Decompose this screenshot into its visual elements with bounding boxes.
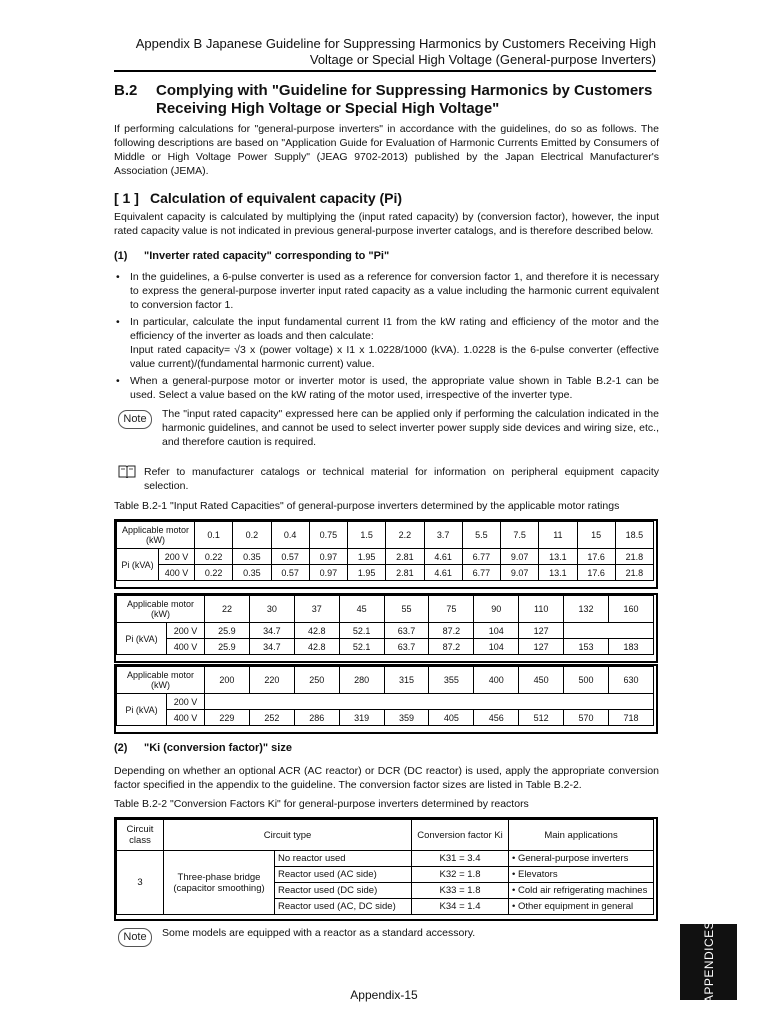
subsection-paragraph: Equivalent capacity is calculated by multiplying the (input rated capacity) by (conversion factor), however, the input rated capacity value is not indicated in previous general-purpose inverter catalogs, and is therefore described below. [114,211,659,237]
bullet-item [114,374,659,402]
item2-title: "Ki (conversion factor)" size [144,742,292,754]
voltage-cell: 400 V [167,710,205,726]
table2 [116,819,654,915]
table2-caption: Table B.2-2 "Conversion Factors Ki" for general-purpose inverters determined by reactors [114,798,529,810]
table-cell: 75 [429,596,474,623]
table-cell: 9.07 [501,565,539,581]
table-cell: 63.7 [384,623,429,639]
table-cell: No reactor used [275,851,412,867]
table-cell: 250 [294,667,339,694]
table-cell: 1.95 [348,565,386,581]
bullet-mark: • [116,316,120,328]
table-cell: 110 [519,596,564,623]
book-icon [118,464,136,478]
pi-label-cell: Pi (kVA) [117,623,167,655]
table-cell: • Cold air refrigerating machines [509,883,654,899]
item1-number: (1) [114,250,128,262]
table-cell: 450 [519,667,564,694]
table-cell: 37 [294,596,339,623]
running-header-line1: Appendix B Japanese Guideline for Suppressing Harmonics by Customers Receiving High [135,36,656,51]
table-cell: 0.75 [309,522,347,549]
table-row [117,710,654,726]
table1-block1 [116,521,654,581]
table-cell: 630 [609,667,654,694]
table-cell: 127 [519,639,564,655]
table-cell: • Other equipment in general [509,899,654,915]
table-row [117,522,654,549]
table-cell: 87.2 [429,639,474,655]
empty-cell [205,694,654,710]
item1-title: "Inverter rated capacity" corresponding to "Pi" [144,250,390,262]
item2-number: (2) [114,742,128,754]
note-badge: Note [118,410,152,429]
table-cell: 1.5 [348,522,386,549]
note-badge: Note [118,928,152,947]
intro-paragraph: If performing calculations for "general-purpose inverters" in accordance with the guidelines, do so as follows. The following descriptions are based on "Application Guide for Evaluation of Harmonic Currents Emitted by Consumers of Middle or High Voltage Power Supply" (JEAG 9702-2013) published by the Japan Electrical Manufacturer's Association (JEMA). [114,123,659,177]
table-cell: 42.8 [294,623,339,639]
table-cell: 3.7 [424,522,462,549]
voltage-cell: 200 V [167,694,205,710]
table-header-cell: Circuit class [117,820,164,851]
bullet-text: In the guidelines, a 6-pulse converter is used as a reference for conversion factor 1, and therefore it is necessary to express the general-purpose inverter input rated capacity as a value including the harmonic current equivalent to conversion factor 1. [130,271,659,311]
table-cell: • General-purpose inverters [509,851,654,867]
table-cell: 0.1 [195,522,233,549]
side-tab-label: APPENDICES [701,920,716,1004]
table-cell: 0.35 [233,565,271,581]
table-cell: K32 = 1.8 [412,867,509,883]
pi-label-cell: Pi (kVA) [117,694,167,726]
header-rule [114,70,656,72]
formula-text: Input rated capacity= √3 x (power voltage) x I1 x 1.0228/1000 (kVA). 1.0228 is the 6-pulse converter (effective value current)/(fundamental harmonic current) value. [130,344,659,370]
table-cell: K34 = 1.4 [412,899,509,915]
table-cell: 319 [339,710,384,726]
circuit-type-cell: Three-phase bridge (capacitor smoothing) [164,851,275,915]
table-cell: 25.9 [205,623,250,639]
table-row [117,596,654,623]
table-cell: K33 = 1.8 [412,883,509,899]
table-cell: 160 [609,596,654,623]
table-row [117,667,654,694]
running-header-line2: Voltage or Special High Voltage (General-purpose Inverters) [309,52,656,67]
table-cell: 2.81 [386,549,424,565]
voltage-cell: 200 V [159,549,195,565]
table-cell: 359 [384,710,429,726]
table1-block3 [116,666,654,726]
table-cell: 34.7 [249,639,294,655]
bullet-item [114,270,659,312]
table-cell: 280 [339,667,384,694]
note-text: Some models are equipped with a reactor as a standard accessory. [162,927,476,939]
item2-paragraph: Depending on whether an optional ACR (AC reactor) or DCR (DC reactor) is used, apply the appropriate conversion factor specified in the appendix to the guideline. The conversion factor sizes are listed in Table B.2-2. [114,765,659,791]
table-row [117,639,654,655]
table-cell: 127 [519,623,564,639]
table-cell: 11 [539,522,577,549]
table-cell: 405 [429,710,474,726]
table-cell: Reactor used (AC, DC side) [275,899,412,915]
table-cell: 13.1 [539,565,577,581]
page-number: Appendix-15 [350,988,418,1002]
table-cell: 0.35 [233,549,271,565]
motor-header-cell: Applicable motor (kW) [117,596,205,623]
circuit-class-cell: 3 [117,851,164,915]
running-header [136,36,656,68]
table-cell: 7.5 [501,522,539,549]
table-row [117,549,654,565]
motor-header-cell: Applicable motor (kW) [117,667,205,694]
section-title: Complying with "Guideline for Suppressing Harmonics by Customers Receiving High Voltage or Special High Voltage" [156,82,653,117]
table-header-cell: Circuit type [164,820,412,851]
table-cell: 5.5 [462,522,500,549]
table-cell: 220 [249,667,294,694]
table-cell: 512 [519,710,564,726]
table-cell: 22 [205,596,250,623]
table-cell: 63.7 [384,639,429,655]
table-cell: 1.95 [348,549,386,565]
table-cell: K31 = 3.4 [412,851,509,867]
table-cell: 0.2 [233,522,271,549]
table-cell: 500 [564,667,609,694]
bullet-item [114,315,659,371]
bullet-mark: • [116,271,120,283]
table-cell: 4.61 [424,549,462,565]
table-cell: 9.07 [501,549,539,565]
table-cell: 6.77 [462,565,500,581]
subsection-number: [ 1 ] [114,190,139,206]
voltage-cell: 200 V [167,623,205,639]
table1-block2 [116,595,654,655]
table-cell: 2.81 [386,565,424,581]
bullet-text: In particular, calculate the input fundamental current I1 from the kW rating and efficiency of the motor and the efficiency of the inverter as loads and then calculate: [130,316,659,342]
table-cell: 183 [609,639,654,655]
table-cell: Reactor used (DC side) [275,883,412,899]
table-cell: 0.22 [195,565,233,581]
voltage-cell: 400 V [167,639,205,655]
table-row [117,623,654,639]
voltage-cell: 400 V [159,565,195,581]
table-cell: 87.2 [429,623,474,639]
subsection-title: Calculation of equivalent capacity (Pi) [150,190,403,206]
table-cell: 17.6 [577,549,615,565]
table-cell: 0.4 [271,522,309,549]
table-cell: 52.1 [339,623,384,639]
table-cell: 0.57 [271,565,309,581]
table-cell: Reactor used (AC side) [275,867,412,883]
table-cell: 15 [577,522,615,549]
table-cell: 4.61 [424,565,462,581]
table-cell: 0.97 [309,549,347,565]
subsection-heading [114,190,402,206]
table-cell: 400 [474,667,519,694]
table1-caption: Table B.2-1 "Input Rated Capacities" of general-purpose inverters determined by the applicable motor ratings [114,500,620,512]
table-cell: 718 [609,710,654,726]
table-cell: 6.77 [462,549,500,565]
table-cell: 104 [474,639,519,655]
table-cell: 21.8 [615,565,653,581]
table-cell: 30 [249,596,294,623]
pi-label-cell: Pi (kVA) [117,549,159,581]
table-cell: 286 [294,710,339,726]
table-cell: 25.9 [205,639,250,655]
table-cell: 34.7 [249,623,294,639]
table-cell: • Elevators [509,867,654,883]
table-cell: 42.8 [294,639,339,655]
table-cell: 0.22 [195,549,233,565]
table-cell: 570 [564,710,609,726]
table-cell: 0.57 [271,549,309,565]
table-cell: 17.6 [577,565,615,581]
table-row [117,694,654,710]
section-number: B.2 [114,82,138,99]
note-text: The "input rated capacity" expressed here can be applied only if performing the calculation indicated in the harmonic guidelines, and cannot be used to select inverter power supply side devices and wiring size, etc., and therefore caution is required. [162,408,659,448]
table-cell: 153 [564,639,609,655]
table-cell: 18.5 [615,522,653,549]
table-header-cell: Conversion factor Ki [412,820,509,851]
refer-text: Refer to manufacturer catalogs or technical material for information on peripheral equipment capacity selection. [144,466,659,492]
table-cell: 52.1 [339,639,384,655]
item2-heading [114,742,292,754]
table-row [117,565,654,581]
table-cell: 104 [474,623,519,639]
table-cell: 55 [384,596,429,623]
table-cell: 2.2 [386,522,424,549]
table-row [117,820,654,851]
table-cell: 45 [339,596,384,623]
table-cell: 456 [474,710,519,726]
empty-cell [564,623,654,639]
table-cell: 229 [205,710,250,726]
bullet-list [114,270,659,405]
table-header-cell: Main applications [509,820,654,851]
table-cell: 200 [205,667,250,694]
table-cell: 90 [474,596,519,623]
table-cell: 315 [384,667,429,694]
table-cell: 252 [249,710,294,726]
table-cell: 13.1 [539,549,577,565]
motor-header-cell: Applicable motor (kW) [117,522,195,549]
bullet-mark: • [116,375,120,387]
table-cell: 0.97 [309,565,347,581]
table-cell: 21.8 [615,549,653,565]
table-row [117,851,654,867]
bullet-text: When a general-purpose motor or inverter motor is used, the appropriate value shown in Table B.2-1 can be used. Select a value based on the kW rating of the motor used, irrespective of the inverter type. [130,375,659,401]
table-cell: 355 [429,667,474,694]
section-heading [114,82,659,118]
item1-heading [114,250,389,262]
table-cell: 132 [564,596,609,623]
